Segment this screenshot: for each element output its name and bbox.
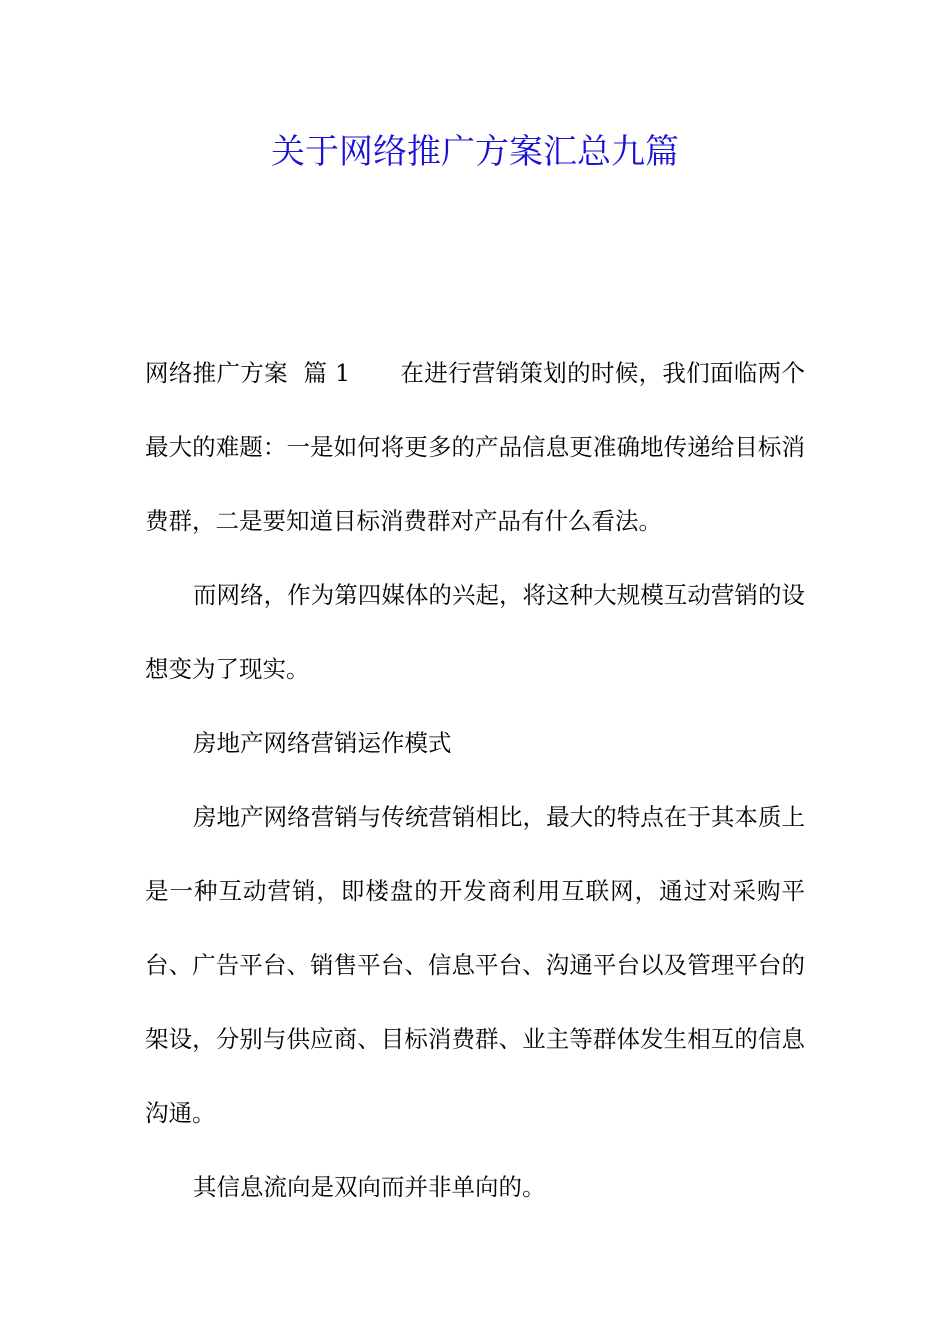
paragraph-text: 在进行营销策划的时候，我们面临两个最大的难题：一是如何将更多的产品信息更准确地传递给目标消费群，二是要知道目标消费群对产品有什么看法。	[145, 359, 805, 535]
paragraph-1	[145, 336, 805, 558]
section-heading: 网络推广方案 篇 1	[145, 359, 351, 387]
document-body	[145, 336, 805, 1224]
paragraph-4: 房地产网络营销与传统营销相比，最大的特点在于其本质上是一种互动营销，即楼盘的开发商利用互联网，通过对采购平台、广告平台、销售平台、信息平台、沟通平台以及管理平台的架设，分别与供应商、目标消费群、业主等群体发生相互的信息沟通。	[145, 803, 805, 1127]
document-title: 关于网络推广方案汇总九篇	[271, 132, 679, 172]
paragraph-3-subheading: 房地产网络营销运作模式	[193, 729, 452, 757]
paragraph-5: 其信息流向是双向而并非单向的。	[193, 1173, 546, 1201]
paragraph-2: 而网络，作为第四媒体的兴起，将这种大规模互动营销的设想变为了现实。	[145, 581, 805, 683]
